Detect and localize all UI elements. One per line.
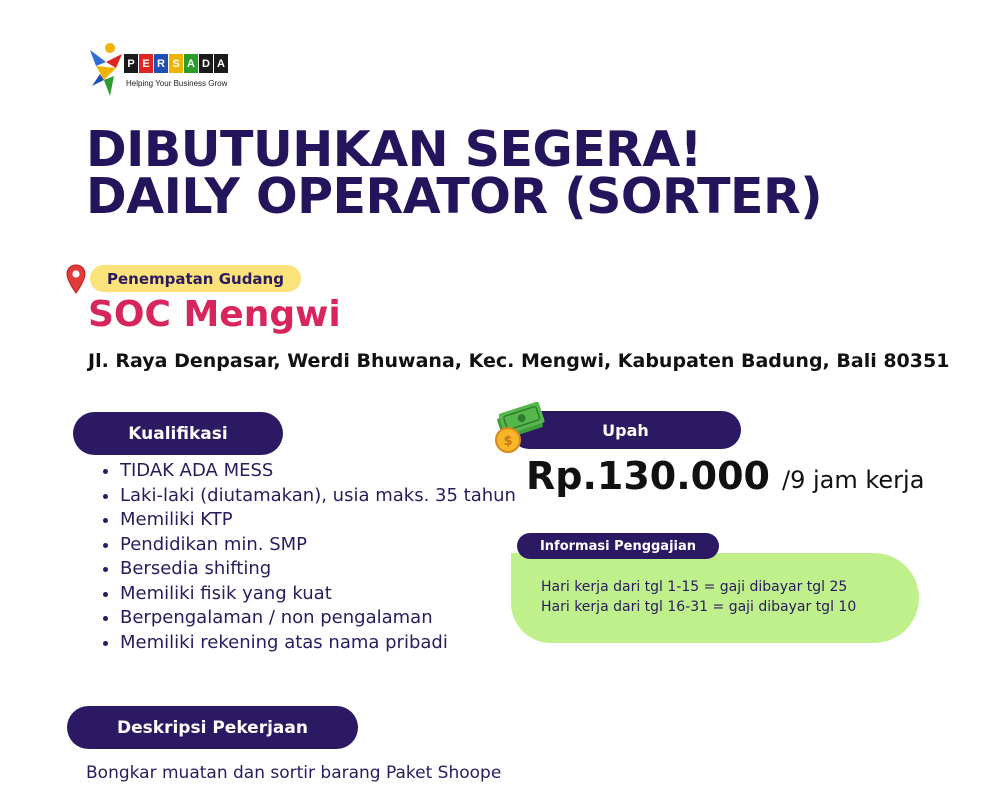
wage-amount: Rp.130.000 (526, 454, 770, 498)
logo-wordmark (124, 54, 229, 73)
qualification-item: • Memiliki rekening atas nama pribadi (120, 631, 550, 656)
logo-letter: E (139, 54, 153, 73)
salary-info-line: Hari kerja dari tgl 16-31 = gaji dibayar tgl 10 (541, 599, 857, 615)
salary-info-box (511, 553, 919, 643)
qualifications-list (88, 459, 550, 655)
salary-info-heading: Informasi Penggajian (517, 533, 719, 559)
qualification-item: • Pendidikan min. SMP (120, 533, 550, 558)
company-logo (88, 40, 258, 100)
svg-text:$: $ (503, 434, 513, 449)
salary-info-line: Hari kerja dari tgl 1-15 = gaji dibayar tgl 25 (541, 579, 848, 595)
qualification-item: • Memiliki fisik yang kuat (120, 582, 550, 607)
qualification-item: • Laki-laki (diutamakan), usia maks. 35 tahun (120, 484, 550, 509)
headline-line-1: DIBUTUHKAN SEGERA! (86, 121, 702, 178)
wage-unit: /9 jam kerja (782, 466, 925, 494)
placement-label: Penempatan Gudang (90, 265, 301, 292)
money-stack-icon (490, 402, 550, 456)
logo-letter: D (199, 54, 213, 73)
logo-letter: A (214, 54, 228, 73)
qualification-item: • Berpengalaman / non pengalaman (120, 606, 550, 631)
location-address: Jl. Raya Denpasar, Werdi Bhuwana, Kec. Mengwi, Kabupaten Badung, Bali 80351 (88, 350, 950, 372)
logo-letter: P (124, 54, 138, 73)
logo-letter: R (154, 54, 168, 73)
logo-letter: A (184, 54, 198, 73)
location-name: SOC Mengwi (88, 294, 341, 335)
qualification-item: • TIDAK ADA MESS (120, 459, 550, 484)
wage-heading: Upah (510, 411, 741, 449)
qualifications-heading: Kualifikasi (73, 412, 283, 455)
map-pin-icon (66, 264, 86, 294)
job-description-heading: Deskripsi Pekerjaan (67, 706, 358, 749)
qualification-item: • Memiliki KTP (120, 508, 550, 533)
headline-line-2: DAILY OPERATOR (SORTER) (86, 168, 823, 225)
qualification-item: • Bersedia shifting (120, 557, 550, 582)
logo-letter: S (169, 54, 183, 73)
logo-tagline: Helping Your Business Grow (126, 79, 228, 88)
job-description-text: Bongkar muatan dan sortir barang Paket Shoope (86, 763, 502, 783)
persada-figure-icon (88, 40, 128, 100)
